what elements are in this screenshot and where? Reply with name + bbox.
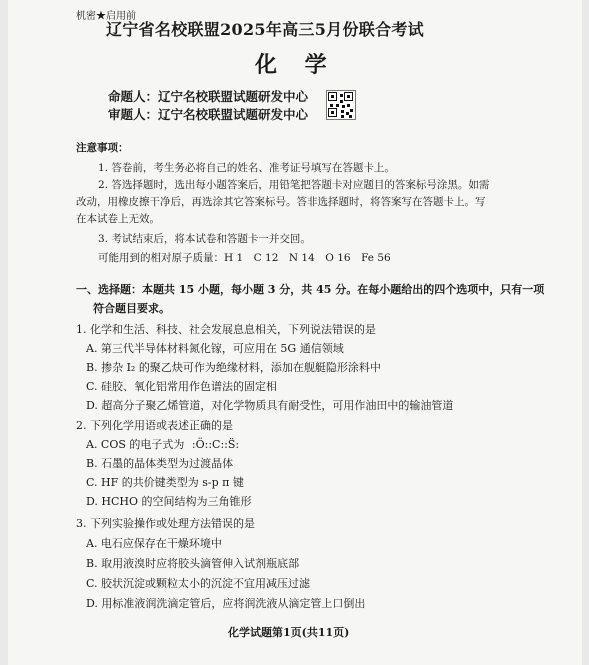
question-3-option-c: C. 胶状沉淀或颗粒太小的沉淀不宜用减压过滤 (86, 577, 311, 590)
secret-label: 机密★启用前 (76, 11, 136, 22)
author-line: 命题人：辽宁名校联盟试题研发中心 (108, 89, 309, 104)
section-heading-line-1: 一、选择题：本题共 15 小题，每小题 3 分，共 45 分。在每小题给出的四个选项中，只有一项 (76, 283, 545, 296)
question-1-option-d: D. 超高分子聚乙烯管道，对化学物质具有耐受性，可用作油田中的输油管道 (86, 399, 454, 412)
exam-page (8, 0, 582, 665)
question-2-stem: 2. 下列化学用语或表述正确的是 (76, 419, 233, 432)
question-1-option-c: C. 硅胶、氧化铝常用作色谱法的固定相 (86, 380, 278, 393)
notice-line-2: 2. 答选择题时，选出每小题答案后，用铅笔把答题卡对应题目的答案标号涂黑。如需 (98, 179, 490, 191)
question-1-option-b: B. 掺杂 I₂ 的聚乙炔可作为绝缘材料，添加在舰艇隐形涂料中 (86, 361, 381, 374)
question-3-stem: 3. 下列实验操作或处理方法错误的是 (76, 517, 255, 530)
section-heading-line-2: 符合题目要求。 (93, 302, 170, 315)
cos-electron-formula: :Ö::C::S̈: (191, 438, 240, 451)
question-2-option-a (86, 439, 239, 450)
question-2-option-d: D. HCHO 的空间结构为三角锥形 (86, 495, 252, 508)
notice-line-3: 改动，用橡皮擦干净后，再选涂其它答案标号。答非选择题时，将答案写在答题卡上。写 (76, 196, 486, 208)
question-3-option-b: B. 取用液溴时应将胶头滴管伸入试剂瓶底部 (86, 557, 300, 570)
subject-title: 化 学 (255, 52, 337, 78)
atomic-mass-line: 可能用到的相对原子质量：H 1 C 12 N 14 O 16 Fe 56 (98, 252, 391, 264)
question-2-option-b: B. 石墨的晶体类型为过渡晶体 (86, 457, 234, 470)
page-footer: 化学试题第1页(共11页) (228, 626, 350, 639)
question-1-stem: 1. 化学和生活、科技、社会发展息息相关，下列说法错误的是 (76, 323, 376, 336)
exam-title: 辽宁省名校联盟2025年高三5月份联合考试 (106, 20, 424, 39)
question-2-option-a-text: A. COS 的电子式为 (86, 438, 185, 451)
question-3-option-d: D. 用标准液润洗滴定管后，应将润洗液从滴定管上口倒出 (86, 597, 366, 610)
reviewer-line: 审题人：辽宁名校联盟试题研发中心 (108, 107, 309, 122)
qr-code-icon (326, 90, 356, 120)
notice-line-5: 3. 考试结束后，将本试卷和答题卡一并交回。 (98, 233, 311, 245)
question-3-option-a: A. 电石应保存在干燥环境中 (86, 537, 222, 550)
notice-heading: 注意事项： (76, 142, 129, 154)
question-1-option-a: A. 第三代半导体材料氮化镓，可应用在 5G 通信领域 (86, 342, 344, 355)
question-2-option-c: C. HF 的共价键类型为 s-p π 键 (86, 476, 244, 489)
notice-line-4: 在本试卷上无效。 (76, 213, 160, 225)
notice-line-1: 1. 答卷前，考生务必将自己的姓名、准考证号填写在答题卡上。 (98, 162, 395, 174)
